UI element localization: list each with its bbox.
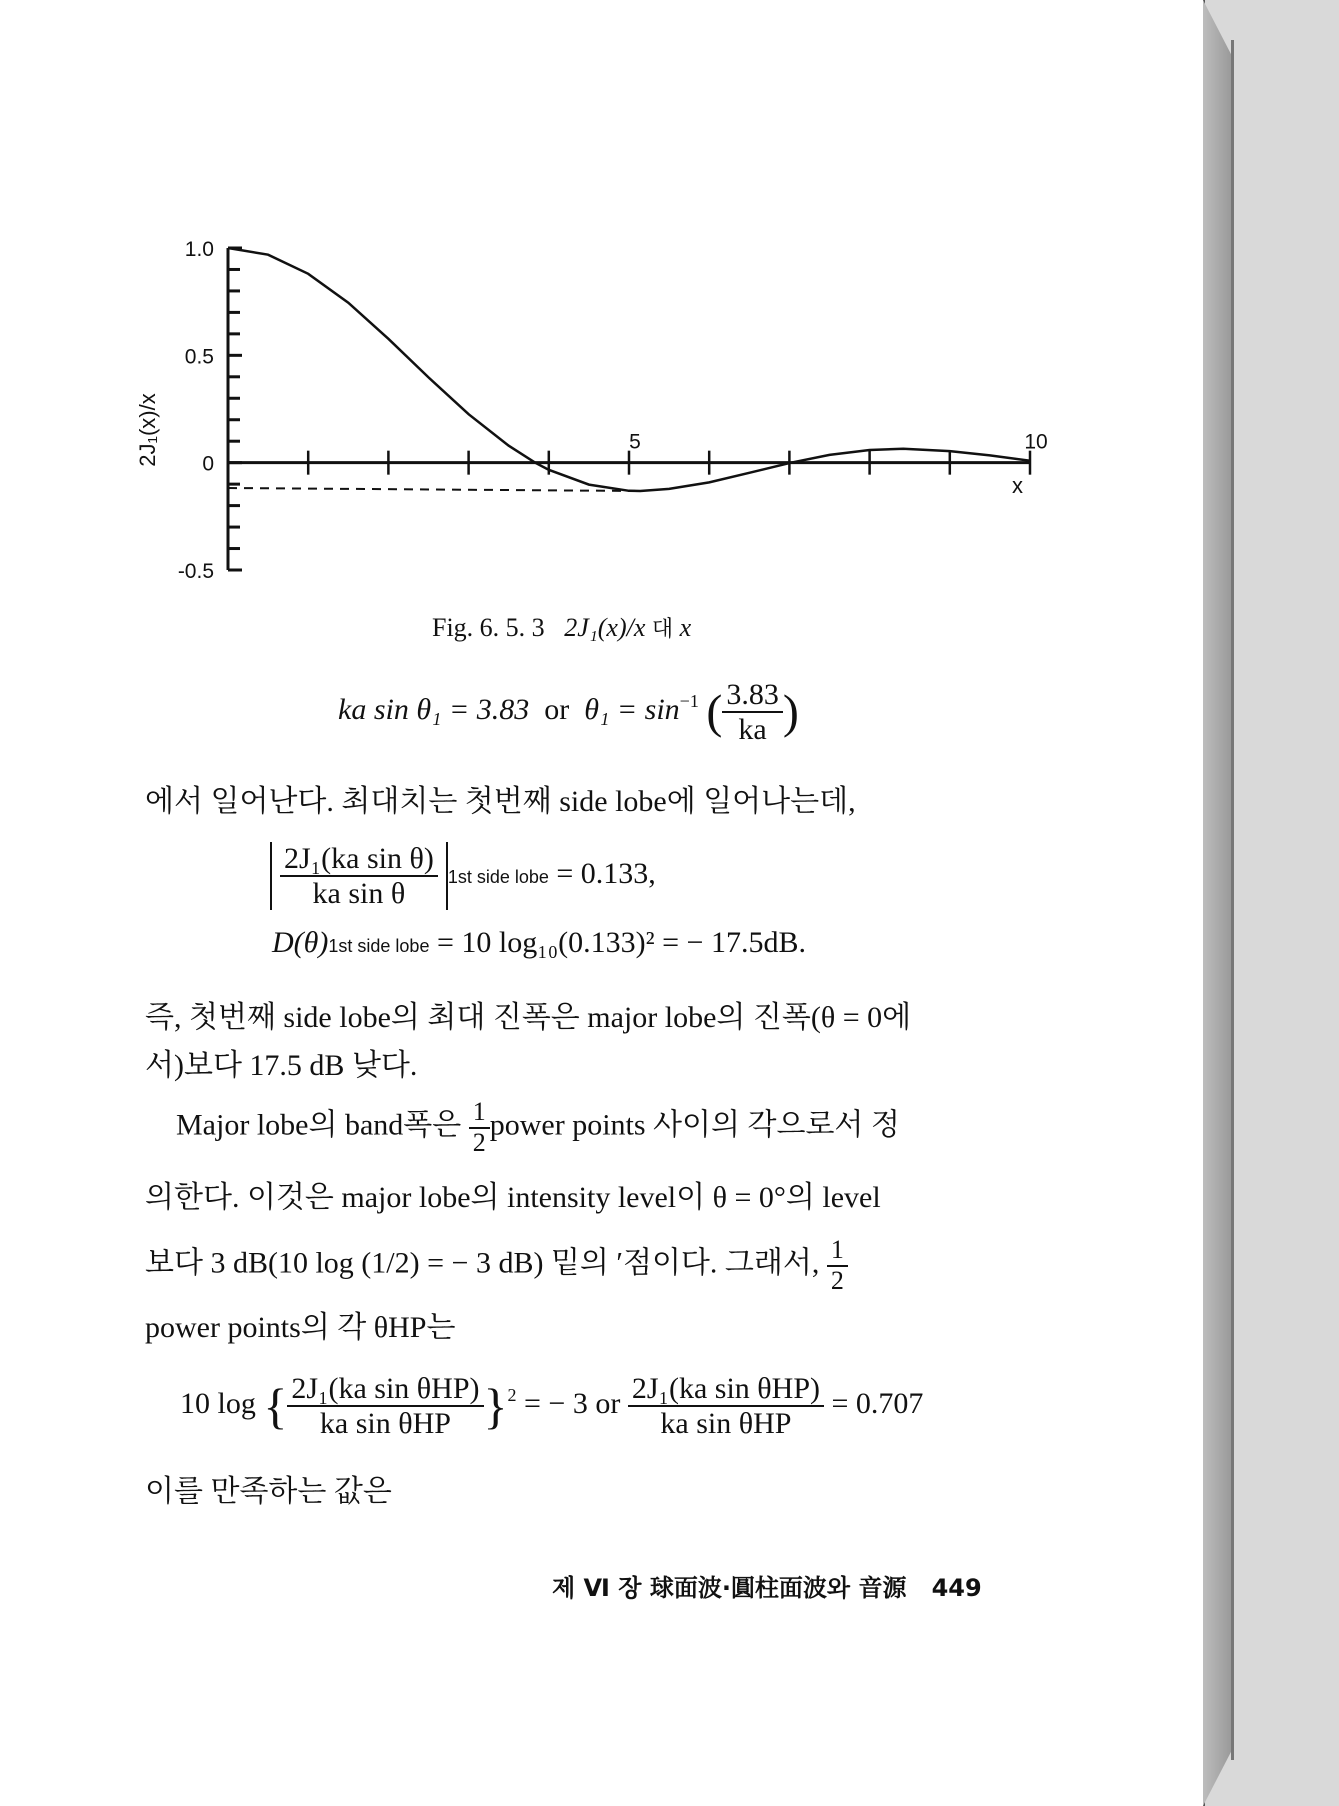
y-tick-label: -0.5 bbox=[177, 560, 214, 583]
page-footer bbox=[552, 1568, 982, 1603]
chapter-title: 제 Ⅵ 장 球面波·圓柱面波와 音源 bbox=[552, 1574, 907, 1602]
chart-labels bbox=[178, 238, 1048, 583]
paragraph-3a: Major lobe의 band폭은 $\frac{1}{2}$ power points 사이의 각으로서 정 bbox=[176, 1097, 900, 1157]
paragraph-2b: 서)보다 17.5 dB 낮다. bbox=[145, 1049, 418, 1082]
y-tick-label: 1.0 bbox=[184, 238, 214, 261]
figure-caption: Fig. 6. 5. 3 2J₁(x)/x 대 x bbox=[432, 613, 692, 642]
paragraph-3c: 보다 3 dB(10 log (1/2) = − 3 dB) 밑의 ′점이다. 그래서, $\frac{1}{2}$ bbox=[145, 1236, 848, 1295]
paragraph-2a: 즉, 첫번째 side lobe의 최대 진폭은 major lobe의 진폭(θ = 0에 bbox=[145, 1001, 912, 1034]
page-edge bbox=[1203, 0, 1231, 1806]
x-tick-label: 5 bbox=[629, 430, 641, 454]
paragraph-3d: power points의 각 θHP는 bbox=[145, 1311, 456, 1344]
paragraph-3b: 의한다. 이것은 major lobe의 intensity level이 θ = 0°의 level bbox=[145, 1181, 881, 1214]
paragraph-4: 이를 만족하는 값은 bbox=[145, 1475, 392, 1508]
chart-ticks bbox=[228, 248, 1030, 570]
equation-1: ka sin θ₁ = 3.83 or $\theta_1 = \sin^{-1}$ ( $\frac{3.83}{ka}$ ) bbox=[338, 678, 799, 746]
chart-axes bbox=[228, 248, 1030, 570]
dashed-reference-line bbox=[228, 488, 640, 491]
equation-3: D(θ)1st side lobe = 10 log₁₀(0.133)² = − 17.5dB. bbox=[272, 926, 806, 959]
page-number: 449 bbox=[931, 1574, 982, 1602]
equation-4: 10 log { $\frac{\text{2J₁(ka sin θHP)}}{\text{ka sin θHP}}$ }$^2$ = − 3 or $\frac{\text{2J₁(ka sin θHP)}}{\text{ka sin θHP}}$ = 0.707 bbox=[180, 1372, 924, 1440]
y-tick-label: 0 bbox=[202, 452, 214, 476]
x-tick-label: 10 bbox=[1024, 430, 1048, 454]
page-edge-shadow bbox=[1231, 40, 1234, 1760]
equation-2: $\frac{\text{2J₁(ka sin θ)}}{\text{ka sin θ}}$ 1st side lobe = 0.133, bbox=[270, 842, 656, 910]
y-axis-label: 2J₁(x)/x bbox=[135, 393, 160, 467]
bessel-chart bbox=[130, 220, 1070, 590]
x-axis-label: x bbox=[1012, 473, 1023, 498]
paragraph-1: 에서 일어난다. 최대치는 첫번째 side lobe에 일어나는데, bbox=[145, 785, 856, 818]
y-tick-label: 0.5 bbox=[184, 345, 214, 369]
